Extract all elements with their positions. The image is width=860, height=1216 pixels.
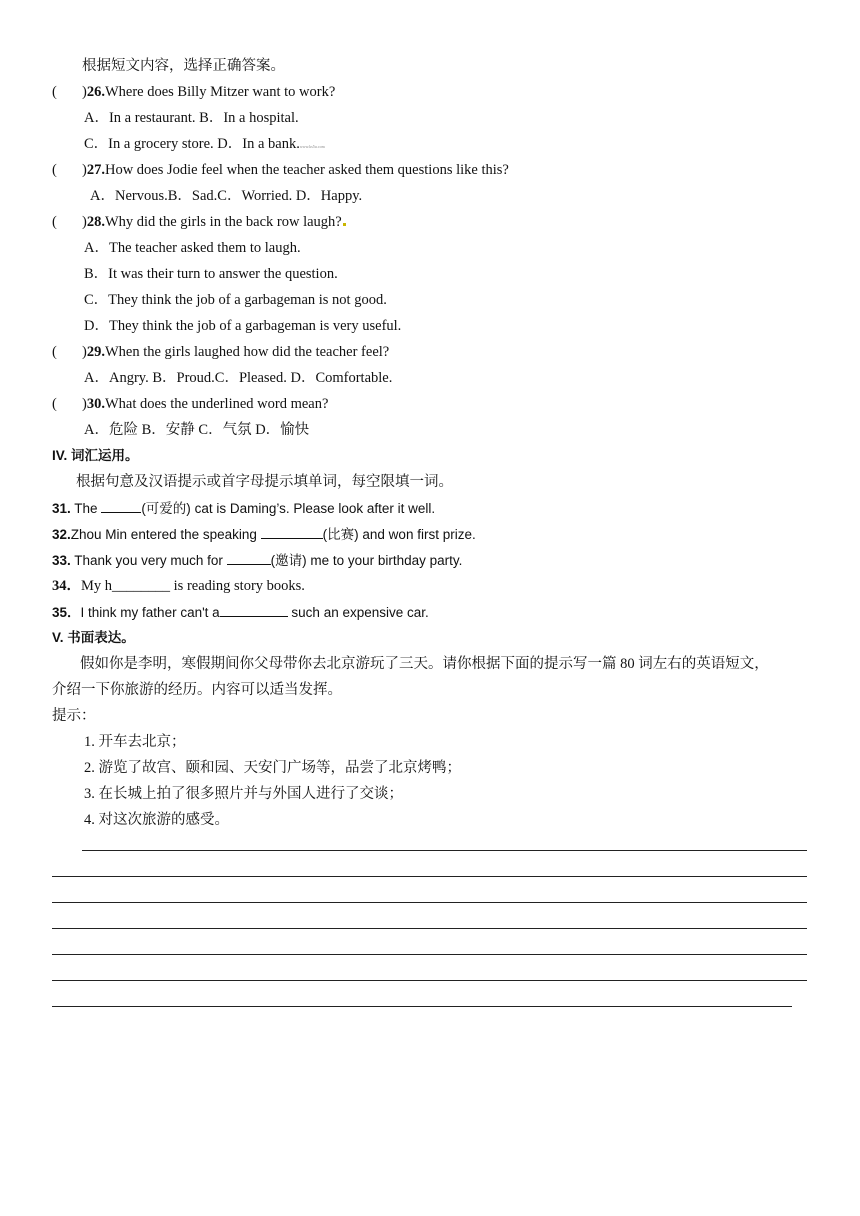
options-line: A．危险 B．安静 C．气氛 D．愉快: [84, 422, 310, 438]
question-text: Where does Billy Mitzer want to work?: [104, 84, 336, 100]
hint-item: 1. 开车去北京；: [84, 734, 186, 750]
question-number: 30.: [86, 396, 105, 412]
vocab-item-34: [52, 576, 305, 596]
question-text: How does Jodie feel when the teacher asked them questions like this?: [104, 162, 509, 178]
question-number: 26.: [86, 84, 105, 100]
options-line: A．Angry. B．Proud.C．Pleased. D．Comfortable.: [84, 370, 393, 386]
blank-field[interactable]: [220, 602, 288, 617]
answer-paren-close: ): [82, 84, 87, 100]
section-title: IV. 词汇运用。: [52, 448, 139, 463]
item-text: The: [70, 501, 102, 516]
option-c: C．They think the job of a garbageman is not good.: [84, 292, 387, 308]
answer-paren-close: ): [82, 162, 87, 178]
blank-field[interactable]: [227, 550, 271, 565]
highlight-mark: [343, 223, 346, 226]
hint-item: 2. 游览了故宫、颐和园、天安门广场等，品尝了北京烤鸭；: [84, 760, 461, 776]
item-hint: (比赛): [322, 527, 359, 542]
item-text: me to your birthday party.: [306, 553, 463, 568]
item-number: 32.: [52, 527, 71, 542]
options-line: [84, 134, 325, 157]
writing-line[interactable]: [52, 876, 807, 877]
hint-item: 4. 对这次旅游的感受。: [84, 812, 229, 828]
item-text: cat is Daming’s. Please look after it well.: [190, 501, 436, 516]
option-b: B．It was their turn to answer the question.: [84, 266, 338, 282]
question-number: 28.: [86, 214, 105, 230]
question-number: 27.: [86, 162, 105, 178]
answer-paren-open[interactable]: (: [52, 162, 57, 178]
item-text: I think my father can't a: [80, 605, 220, 620]
answer-paren-open[interactable]: (: [52, 214, 57, 230]
item-hint: (可爱的): [141, 501, 191, 516]
question-28: [52, 212, 346, 232]
writing-line[interactable]: [52, 928, 807, 929]
writing-line[interactable]: [52, 1006, 792, 1007]
hint-item: 3. 在长城上拍了很多照片并与外国人进行了交谈；: [84, 786, 403, 802]
writing-line[interactable]: [52, 954, 807, 955]
item-number: 34．: [52, 578, 81, 594]
vocab-item-35: [52, 602, 429, 623]
section-title: V. 书面表达。: [52, 630, 135, 645]
item-hint: (邀请): [270, 553, 307, 568]
vocab-item-32: [52, 524, 476, 545]
question-text: What does the underlined word mean?: [104, 396, 329, 412]
answer-paren-close: ): [82, 214, 87, 230]
writing-line[interactable]: [52, 980, 807, 981]
question-number: 29.: [86, 344, 105, 360]
writing-line[interactable]: [52, 902, 807, 903]
question-text: When the girls laughed how did the teacher feel?: [104, 344, 390, 360]
option-a: A．The teacher asked them to laugh.: [84, 240, 301, 256]
item-number: 31.: [52, 501, 71, 516]
item-text: such an expensive car.: [287, 605, 429, 620]
option-d: D．They think the job of a garbageman is very useful.: [84, 318, 402, 334]
answer-paren-close: ): [82, 344, 87, 360]
answer-paren-open[interactable]: (: [52, 84, 57, 100]
section-instruction: 根据句意及汉语提示或首字母提示填单词，每空限填一词。: [76, 474, 453, 490]
writing-line[interactable]: [82, 850, 807, 851]
item-text[interactable]: My h________ is reading story books.: [81, 578, 305, 594]
question-27: [52, 160, 509, 180]
options-line: A．Nervous.B．Sad.C．Worried. D．Happy.: [90, 188, 363, 204]
vocab-item-31: [52, 498, 435, 519]
item-number: 35．: [52, 605, 81, 620]
options-text: C．In a grocery store. D．In a bank.: [84, 136, 300, 152]
blank-field[interactable]: [261, 524, 323, 539]
answer-paren-close: ): [82, 396, 87, 412]
answer-paren-open[interactable]: (: [52, 396, 57, 412]
item-number: 33.: [52, 553, 71, 568]
vocab-item-33: [52, 550, 462, 571]
options-line: A．In a restaurant. B．In a hospital.: [84, 110, 299, 126]
hint-label: 提示：: [52, 708, 96, 724]
question-26: [52, 82, 335, 102]
item-text: and won first prize.: [358, 527, 476, 542]
item-text: Thank you very much for: [70, 553, 227, 568]
question-30: [52, 394, 328, 414]
question-29: [52, 342, 389, 362]
answer-paren-open[interactable]: (: [52, 344, 57, 360]
blank-field[interactable]: [101, 498, 141, 513]
question-text: Why did the girls in the back row laugh?: [104, 214, 342, 230]
writing-prompt: 介绍一下你旅游的经历。内容可以适当发挥。: [52, 682, 342, 698]
section-instruction: 根据短文内容，选择正确答案。: [82, 58, 285, 74]
writing-prompt: 假如你是李明，寒假期间你父母带你去北京游玩了三天。请你根据下面的提示写一篇 80 词左右的英语短文，: [80, 656, 769, 672]
watermark-mark: www.ks5u.com: [299, 144, 325, 149]
item-text: Zhou Min entered the speaking: [70, 527, 261, 542]
